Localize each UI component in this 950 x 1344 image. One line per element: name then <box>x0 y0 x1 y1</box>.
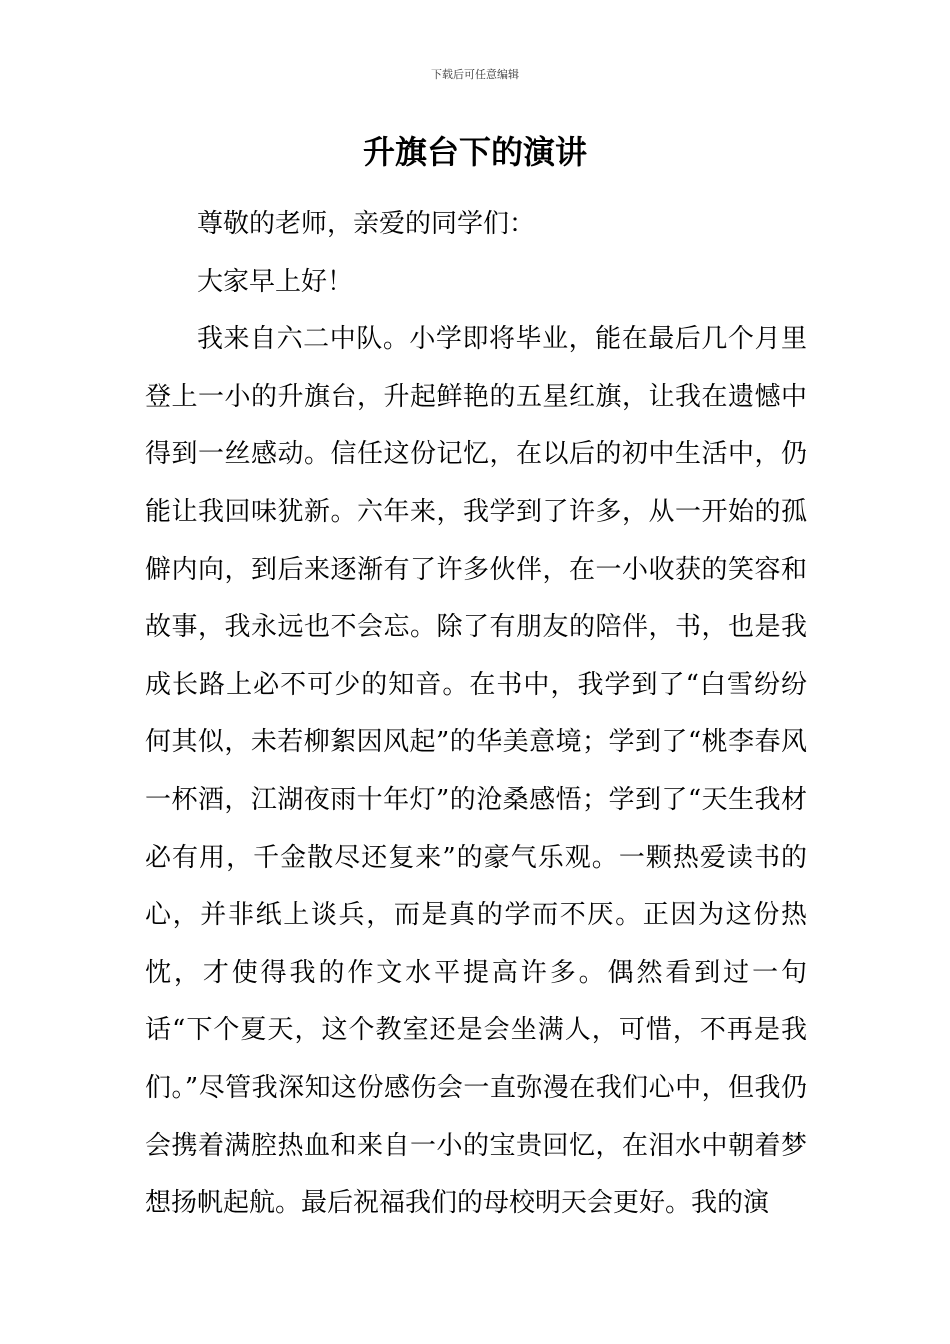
greeting-paragraph: 大家早上好！ <box>197 266 354 297</box>
document-title: 升旗台下的演讲 <box>362 133 587 171</box>
main-paragraph: 我来自六二中队。小学即将毕业，能在最后几个月里登上一小的升旗台，升起鲜艳的五星红旗，让我在遗憾中得到一丝感动。信任这份记忆，在以后的初中生活中，仍能让我回味犹新。六年来，我学到了许多，从一开始的孤僻内向，到后来逐渐有了许多伙伴，在一小收获的笑容和故事，我永远也不会忘。除了有朋友的陪伴，书，也是我成长路上必不可少的知音。在书中，我学到了“白雪纷纷何其似，未若柳絮因风起”的华美意境；学到了“桃李春风一杯酒，江湖夜雨十年灯”的沧桑感悟；学到了“天生我材必有用，千金散尽还复来”的豪气乐观。一颗热爱读书的心，并非纸上谈兵，而是真的学而不厌。正因为这份热忱，才使得我的作文水平提高许多。偶然看到过一句话“下个夏天，这个教室还是会坐满人，可惜，不再是我们。”尽管我深知这份感伤会一直弥漫在我们心中，但我仍会携着满腔热血和来自一小的宝贵回忆，在泪水中朝着梦想扬帆起航。最后祝福我们的母校明天会更好。我的演 <box>145 324 807 1219</box>
salutation-paragraph: 尊敬的老师，亲爱的同学们： <box>197 209 536 239</box>
header-note: 下载后可任意编辑 <box>431 68 519 81</box>
document-body <box>145 196 807 1233</box>
